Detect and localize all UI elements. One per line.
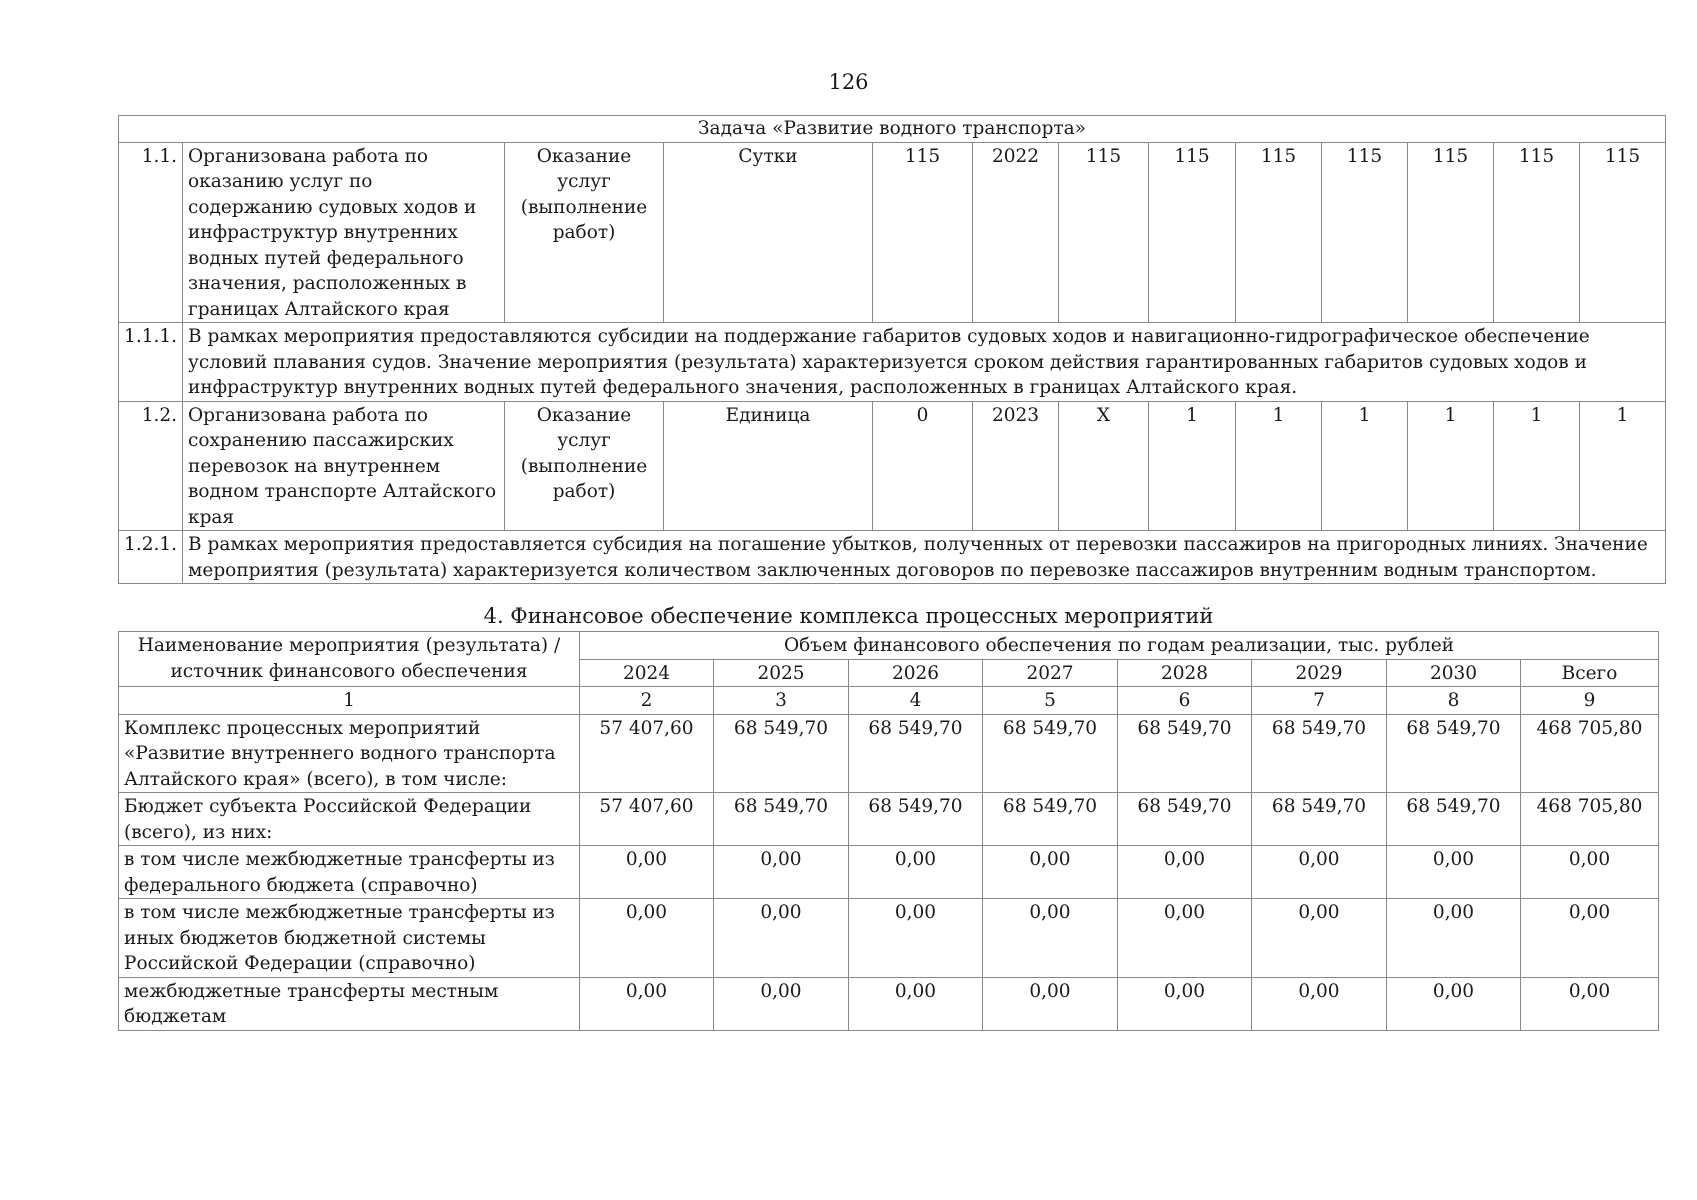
value-cell: 0,00 xyxy=(1521,846,1659,899)
value-cell: 1 xyxy=(1322,401,1408,531)
value-cell: 115 xyxy=(1580,142,1666,323)
value-cell: 68 549,70 xyxy=(983,714,1118,793)
row-name: Бюджет субъекта Российской Федерации (всего), из них: xyxy=(119,793,580,846)
table-row xyxy=(119,846,1659,899)
base-year: 2023 xyxy=(973,401,1059,531)
value-cell: 0,00 xyxy=(849,899,983,978)
value-cell: 68 549,70 xyxy=(1252,714,1387,793)
value-cell: 68 549,70 xyxy=(1118,793,1252,846)
table-row xyxy=(119,793,1659,846)
value-cell: 68 549,70 xyxy=(1252,793,1387,846)
value-cell: Х xyxy=(1059,401,1149,531)
col-number: 3 xyxy=(714,687,849,715)
result-name: Организована работа по сохранению пассажирских перевозок на внутреннем водном транспорте Алтайского края xyxy=(183,401,505,531)
col-number: 7 xyxy=(1252,687,1387,715)
col-number: 6 xyxy=(1118,687,1252,715)
value-cell: 0,00 xyxy=(1118,846,1252,899)
value-cell: 115 xyxy=(1059,142,1149,323)
header-volume: Объем финансового обеспечения по годам реализации, тыс. рублей xyxy=(580,632,1659,660)
row-name: в том числе межбюджетные трансферты из федерального бюджета (справочно) xyxy=(119,846,580,899)
financing-table xyxy=(118,631,1659,1031)
value-cell: 57 407,60 xyxy=(580,793,714,846)
value-cell: 68 549,70 xyxy=(1387,793,1521,846)
value-cell: 0,00 xyxy=(1387,846,1521,899)
result-type: Оказание услуг (выполнение работ) xyxy=(505,401,664,531)
year-header: 2024 xyxy=(580,659,714,687)
year-header: 2025 xyxy=(714,659,849,687)
result-type: Оказание услуг (выполнение работ) xyxy=(505,142,664,323)
value-cell: 115 xyxy=(1236,142,1322,323)
value-cell: 68 549,70 xyxy=(849,793,983,846)
value-cell: 0,00 xyxy=(1252,899,1387,978)
note-number: 1.2.1. xyxy=(119,531,183,584)
page-number: 126 xyxy=(828,70,869,94)
note-row xyxy=(119,323,1666,402)
total-header: Всего xyxy=(1521,659,1659,687)
value-cell: 68 549,70 xyxy=(1118,714,1252,793)
year-header: 2029 xyxy=(1252,659,1387,687)
note-text: В рамках мероприятия предоставляется субсидия на погашение убытков, полученных от перевозки пассажиров на пригородных линиях. Значение мероприятия (результата) характеризуется количеством заключенных договоров по перевозке пассажиров внутренним водным транспортом. xyxy=(183,531,1666,584)
row-name: межбюджетные трансферты местным бюджетам xyxy=(119,977,580,1030)
base-value: 0 xyxy=(873,401,973,531)
note-text: В рамках мероприятия предоставляются субсидии на поддержание габаритов судовых ходов и навигационно-гидрографическое обеспечение условий плавания судов. Значение мероприятия (результата) характеризуется сроком действия гарантированных габаритов судовых ходов и инфраструктур внутренних водных путей федерального значения, расположенных в границах Алтайского края. xyxy=(183,323,1666,402)
section-title: 4. Финансовое обеспечение комплекса процессных мероприятий xyxy=(483,604,1214,628)
value-cell: 1 xyxy=(1149,401,1236,531)
value-cell: 0,00 xyxy=(1252,977,1387,1030)
value-cell: 0,00 xyxy=(849,977,983,1030)
value-cell: 68 549,70 xyxy=(714,793,849,846)
col-number: 4 xyxy=(849,687,983,715)
unit: Сутки xyxy=(664,142,873,323)
value-cell: 1 xyxy=(1236,401,1322,531)
base-value: 115 xyxy=(873,142,973,323)
value-cell: 68 549,70 xyxy=(714,714,849,793)
year-header: 2028 xyxy=(1118,659,1252,687)
value-cell: 115 xyxy=(1149,142,1236,323)
value-cell: 0,00 xyxy=(714,899,849,978)
value-cell: 1 xyxy=(1494,401,1580,531)
table-row xyxy=(119,899,1659,978)
col-number: 1 xyxy=(119,687,580,715)
value-cell: 68 549,70 xyxy=(849,714,983,793)
year-header: 2027 xyxy=(983,659,1118,687)
header-name: Наименование мероприятия (результата) / источник финансового обеспечения xyxy=(119,632,580,687)
note-row xyxy=(119,531,1666,584)
note-number: 1.1.1. xyxy=(119,323,183,402)
value-cell: 0,00 xyxy=(983,846,1118,899)
value-cell: 0,00 xyxy=(1118,977,1252,1030)
table-row xyxy=(119,142,1666,323)
year-header: 2026 xyxy=(849,659,983,687)
value-cell: 0,00 xyxy=(1521,977,1659,1030)
result-name: Организована работа по оказанию услуг по содержанию судовых ходов и инфраструктур внутренних водных путей федерального значения, расположенных в границах Алтайского края xyxy=(183,142,505,323)
value-cell: 115 xyxy=(1408,142,1494,323)
value-cell: 0,00 xyxy=(849,846,983,899)
value-cell: 0,00 xyxy=(1252,846,1387,899)
row-number: 1.2. xyxy=(119,401,183,531)
col-number: 9 xyxy=(1521,687,1659,715)
value-cell: 0,00 xyxy=(580,899,714,978)
value-cell: 1 xyxy=(1408,401,1494,531)
value-cell: 115 xyxy=(1494,142,1580,323)
value-cell: 115 xyxy=(1322,142,1408,323)
header-row xyxy=(119,632,1659,660)
unit: Единица xyxy=(664,401,873,531)
value-cell: 468 705,80 xyxy=(1521,793,1659,846)
value-cell: 0,00 xyxy=(580,846,714,899)
value-cell: 0,00 xyxy=(1118,899,1252,978)
value-cell: 0,00 xyxy=(714,846,849,899)
value-cell: 0,00 xyxy=(1387,977,1521,1030)
task-header-row xyxy=(119,116,1666,143)
value-cell: 68 549,70 xyxy=(983,793,1118,846)
col-number: 2 xyxy=(580,687,714,715)
value-cell: 57 407,60 xyxy=(580,714,714,793)
table-row xyxy=(119,401,1666,531)
value-cell: 0,00 xyxy=(983,977,1118,1030)
year-header: 2030 xyxy=(1387,659,1521,687)
task-header: Задача «Развитие водного транспорта» xyxy=(119,116,1666,143)
row-number: 1.1. xyxy=(119,142,183,323)
value-cell: 68 549,70 xyxy=(1387,714,1521,793)
value-cell: 1 xyxy=(1580,401,1666,531)
value-cell: 0,00 xyxy=(714,977,849,1030)
base-year: 2022 xyxy=(973,142,1059,323)
col-number-row xyxy=(119,687,1659,715)
value-cell: 468 705,80 xyxy=(1521,714,1659,793)
col-number: 8 xyxy=(1387,687,1521,715)
value-cell: 0,00 xyxy=(1521,899,1659,978)
table-row xyxy=(119,714,1659,793)
results-table xyxy=(118,115,1666,584)
col-number: 5 xyxy=(983,687,1118,715)
value-cell: 0,00 xyxy=(983,899,1118,978)
row-name: в том числе межбюджетные трансферты из иных бюджетов бюджетной системы Российской Федерации (справочно) xyxy=(119,899,580,978)
value-cell: 0,00 xyxy=(1387,899,1521,978)
table-row xyxy=(119,977,1659,1030)
row-name: Комплекс процессных мероприятий «Развитие внутреннего водного транспорта Алтайского края» (всего), в том числе: xyxy=(119,714,580,793)
value-cell: 0,00 xyxy=(580,977,714,1030)
